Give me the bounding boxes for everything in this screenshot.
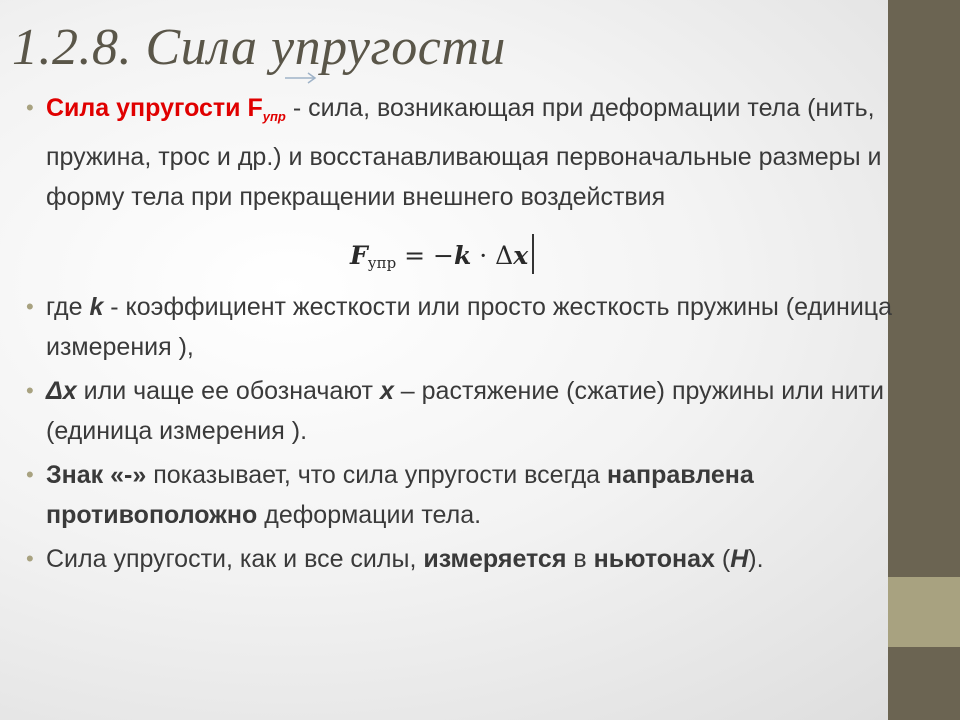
definition-text: - сила, возникающая при деформации тела (нить, пружина, трос и др.) и восстанавливающая первоначальные размеры и форму тела при прекращении внешнего воздействия bbox=[46, 94, 882, 211]
bullet-dot: • bbox=[26, 378, 34, 403]
slide-content bbox=[26, 88, 911, 579]
hooke-formula bbox=[350, 234, 534, 274]
bullet-sign bbox=[26, 455, 911, 535]
displacement-text: – растяжение (сжатие) пружины или нити (единица измерения ). bbox=[46, 377, 884, 445]
bullet-displacement bbox=[26, 371, 911, 451]
formula-x: x bbox=[513, 241, 529, 270]
measured-word: измеряется bbox=[423, 545, 567, 573]
stiffness-text: - коэффициент жесткости или просто жесткость пружины (единица измерения ), bbox=[46, 293, 893, 361]
bullet-stiffness bbox=[26, 287, 911, 367]
dx-symbol: Δx bbox=[46, 377, 77, 405]
newtons-word: ньютонах bbox=[593, 545, 715, 573]
units-close: ). bbox=[748, 545, 764, 573]
unit-symbol: Н bbox=[730, 545, 749, 573]
stiffness-prefix: где bbox=[46, 293, 90, 321]
formula-f-sub: упр bbox=[367, 254, 397, 272]
bullet-dot: • bbox=[26, 546, 34, 571]
term-label: Сила упругости F bbox=[46, 94, 263, 122]
formula-dot: · Δ bbox=[471, 241, 514, 270]
bullet-units bbox=[26, 539, 911, 579]
bullet-dot: • bbox=[26, 294, 34, 319]
sign-end: деформации тела. bbox=[257, 501, 482, 529]
displacement-mid: или чаще ее обозначают bbox=[76, 377, 380, 405]
sign-bold: направлена противоположно bbox=[46, 461, 754, 529]
formula-eq: = − bbox=[396, 241, 454, 270]
slide-title: 1.2.8. Сила упругости bbox=[12, 19, 506, 76]
units-prefix: Сила упругости, как и все силы, bbox=[46, 545, 424, 573]
sign-mid: показывает, что сила упругости всегда bbox=[146, 461, 608, 489]
formula-k: k bbox=[453, 241, 472, 270]
bullet-definition bbox=[26, 88, 906, 217]
formula-f: F bbox=[350, 241, 368, 270]
arrow-icon bbox=[284, 72, 318, 84]
x-symbol: x bbox=[379, 377, 394, 405]
bullet-dot: • bbox=[26, 95, 34, 120]
sidebar-accent-block bbox=[888, 577, 960, 647]
units-open: ( bbox=[714, 545, 731, 573]
k-symbol: k bbox=[89, 293, 104, 321]
text-cursor bbox=[532, 234, 534, 274]
units-in: в bbox=[566, 545, 594, 573]
sign-label: Знак «-» bbox=[46, 461, 147, 489]
term-subscript: упр bbox=[262, 109, 286, 124]
bullet-dot: • bbox=[26, 462, 34, 487]
